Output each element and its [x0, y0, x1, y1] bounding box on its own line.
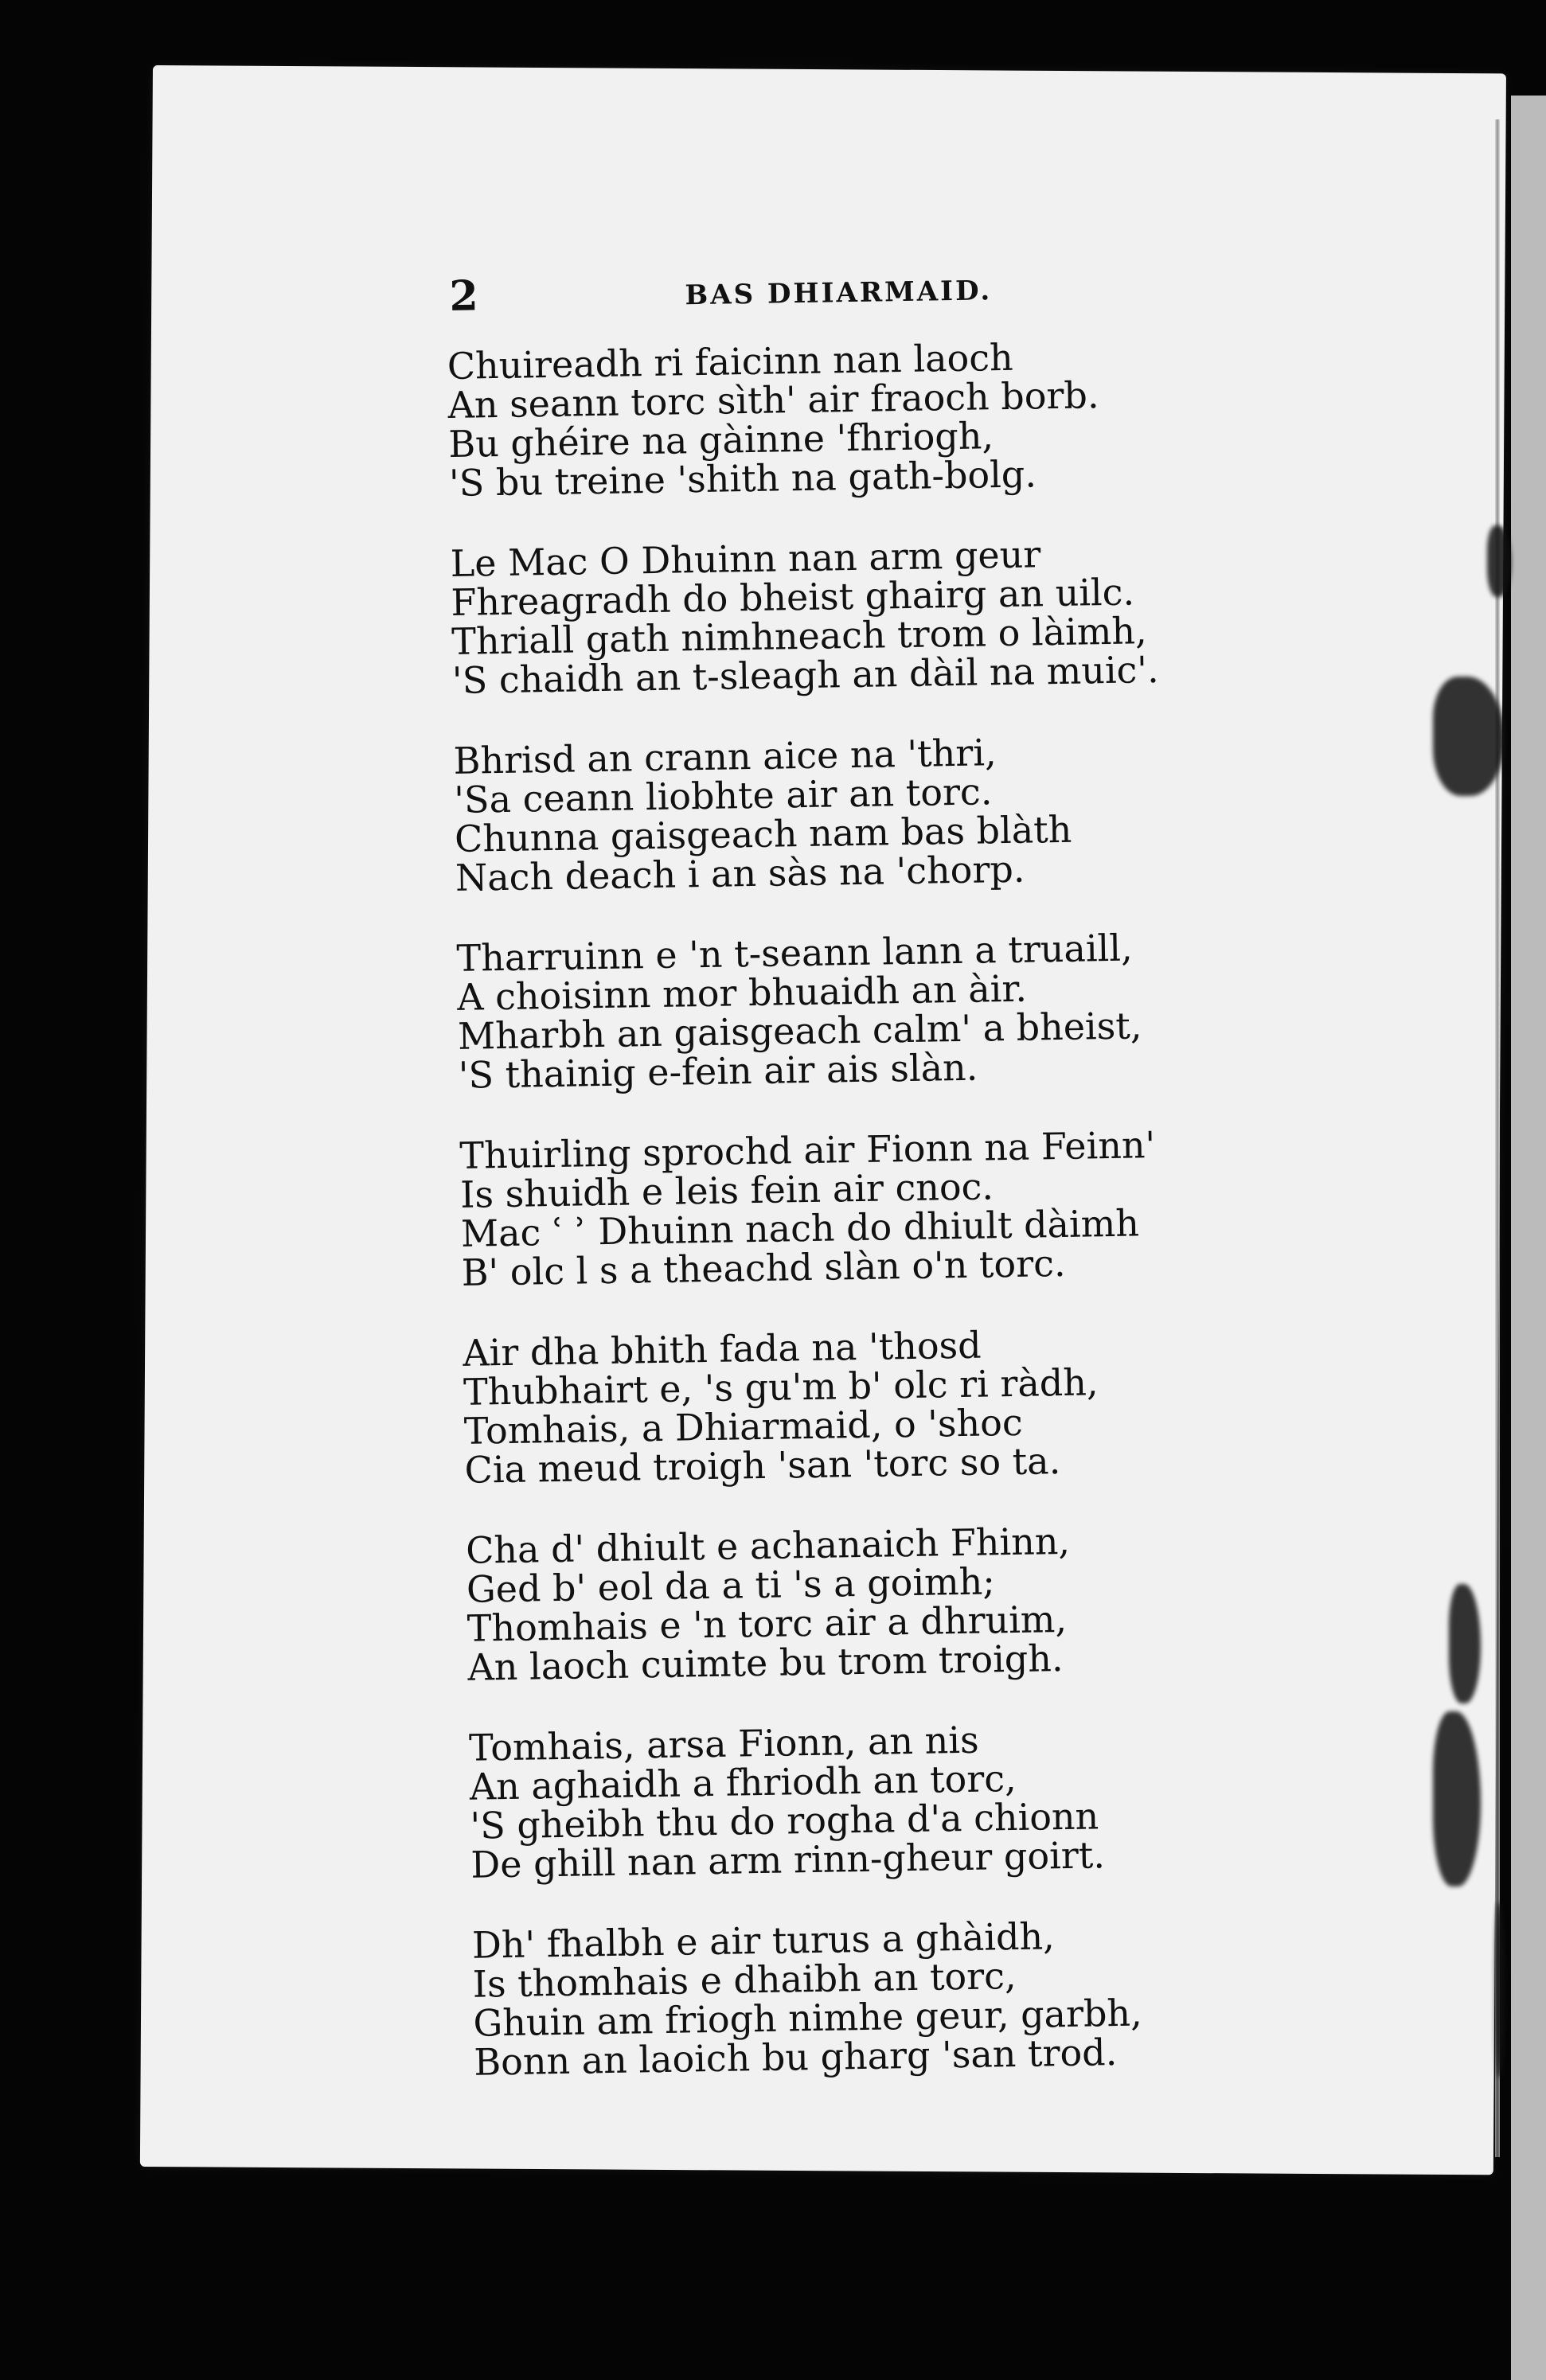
verse-line: An aghaidh a fhriodh an torc, — [469, 1756, 1017, 1808]
verse-line: Chunna gaisgeach nam bas blàth — [454, 807, 1072, 860]
verse-line: 'Sa ceann liobhte air an torc. — [453, 770, 993, 821]
verse-line: Ged b' eol da a ti 's a goimh; — [466, 1559, 996, 1611]
verse-line: Bonn an laoich bu gharg 'san trod. — [473, 2031, 1118, 2084]
stanza — [472, 1910, 1454, 2082]
stanza — [447, 332, 1428, 503]
verse-line: Thomhais e 'n torc air a dhruim, — [467, 1597, 1068, 1650]
stanza — [466, 1516, 1447, 1687]
ink-blot — [1487, 525, 1511, 597]
verse-line: Chuireadh ri faicinn nan laoch — [447, 335, 1014, 388]
ink-blot — [1495, 1902, 1505, 2078]
verse-line: Mac ʿ ʾ Dhuinn nach do dhiult dàimh — [460, 1201, 1140, 1255]
verse-line: Bhrisd an crann aice na 'thri, — [453, 731, 997, 782]
verse-line: 'S thainig e-fein air ais slàn. — [458, 1045, 978, 1097]
stanza — [463, 1319, 1444, 1490]
verse-line: 'S chaidh an t-sleagh an dàil na muic'. — [451, 647, 1159, 702]
verse-line: Thubhairt e, 's gu'm b' olc ri ràdh, — [463, 1360, 1099, 1414]
verse-line: 'S gheibh thu do rogha d'a chionn — [470, 1794, 1099, 1847]
page-fold — [1495, 119, 1500, 2157]
verse-line: Cia meud troigh 'san 'torc so ta. — [464, 1439, 1061, 1492]
verse-line: Thuirling sprochd air Fionn na Feinn' — [459, 1123, 1156, 1177]
verse-line: Tharruinn e 'n t-seann lann a truaill, — [456, 926, 1134, 980]
verse-line: Bu ghéire na gàinne 'fhriogh, — [447, 414, 994, 466]
verse-line: 'S bu treine 'shith na gath-bolg. — [448, 452, 1037, 505]
verse-line: Cha d' dhiult e achanaich Fhinn, — [465, 1519, 1071, 1572]
verse-line: Tomhais, arsa Fionn, an nis — [468, 1718, 980, 1769]
running-head: BAS DHIARMAID. — [685, 275, 993, 312]
verse-line: Ghuin am friogh nimhe geur, garbh, — [473, 1991, 1143, 2045]
stanza — [469, 1713, 1450, 1884]
verse-line: An laoch cuimte bu trom troigh. — [467, 1637, 1064, 1689]
verse-line: Mharbh an gaisgeach calm' a bheist, — [457, 1004, 1142, 1058]
page-number: 2 — [448, 271, 479, 321]
verse-line: Nach deach i an sàs na 'chorp. — [455, 847, 1025, 899]
verse-line: Is shuidh e leis fein air cnoc. — [459, 1165, 994, 1216]
stanza — [456, 924, 1438, 1095]
verse-line: Thriall gath nimhneach trom o làimh, — [451, 609, 1148, 663]
ink-blot — [1449, 1584, 1481, 1703]
verse-line: Tomhais, a Dhiarmaid, o 'shoc — [463, 1400, 1024, 1453]
next-page-edge — [1511, 96, 1546, 2380]
verse-line: Fhreagradh do bheist ghairg an uilc. — [451, 570, 1135, 624]
stanza — [459, 1122, 1441, 1293]
verse-line: Is thomhais e dhaibh an torc, — [472, 1954, 1017, 2006]
verse-line: An seann torc sìth' air fraoch borb. — [447, 373, 1099, 427]
poem-text — [446, 257, 1454, 2124]
ink-blot — [1433, 677, 1505, 796]
stanza — [453, 727, 1435, 898]
verse-line: De ghill nan arm rinn-gheur goirt. — [470, 1833, 1106, 1886]
stanza — [450, 529, 1431, 700]
verse-line: Dh' fhalbh e air turus a ghàidh, — [471, 1914, 1056, 1967]
verse-line: A choisinn mor bhuaidh an àir. — [456, 966, 1028, 1019]
verse-line: B' olc l s a theachd slàn o'n torc. — [461, 1241, 1066, 1294]
verse-line: Le Mac O Dhuinn nan arm geur — [450, 533, 1041, 585]
verse-line: Air dha bhith fada na 'thosd — [462, 1323, 982, 1375]
